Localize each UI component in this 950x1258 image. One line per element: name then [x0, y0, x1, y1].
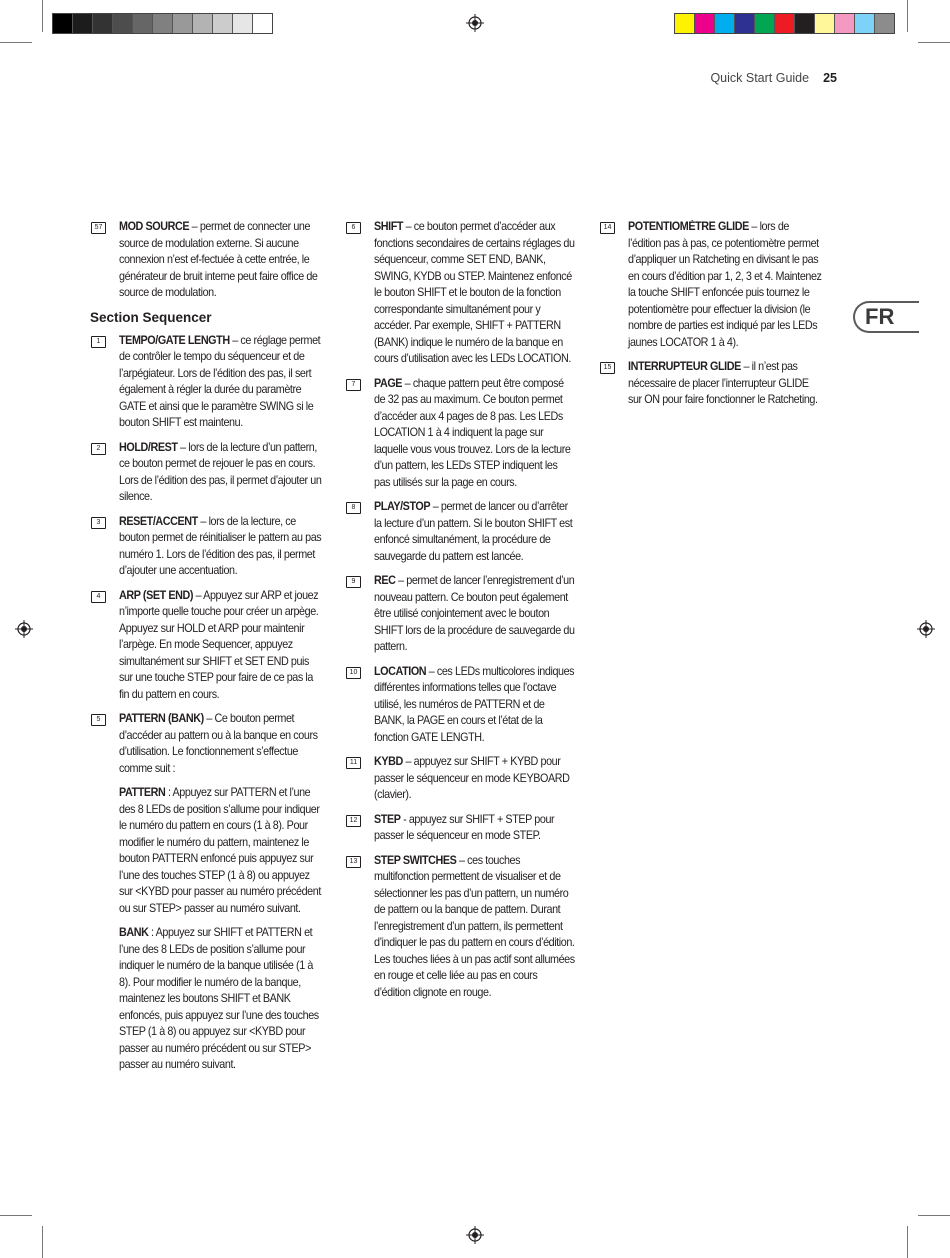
page-header	[710, 71, 837, 85]
sub-title: BANK	[119, 926, 149, 939]
list-item	[345, 812, 590, 845]
color-swatch	[755, 14, 775, 33]
item-title: LOCATION	[374, 664, 427, 678]
list-item	[345, 853, 590, 1002]
item-title: PLAY/STOP	[374, 500, 431, 513]
page-number: 25	[823, 71, 837, 85]
list-item	[90, 219, 340, 302]
color-swatch	[193, 14, 213, 33]
grayscale-color-bar	[52, 13, 273, 34]
item-number-badge: 4	[91, 591, 106, 603]
list-item	[345, 499, 590, 565]
item-title: POTENTIOMÈTRE GLIDE	[628, 220, 749, 233]
item-text: – lors de la lecture d’un pattern, ce bouton permet de rejouer le pas en cours. Lors de l’édition des pas, il permet d’ajouter un silence.	[119, 440, 322, 503]
item-number-badge: 11	[346, 757, 361, 769]
color-swatch	[113, 14, 133, 33]
item-title: MOD SOURCE	[119, 220, 190, 233]
registration-mark-icon	[466, 14, 484, 32]
process-color-bar	[674, 13, 895, 34]
item-title: STEP SWITCHES	[374, 853, 457, 867]
list-item	[345, 376, 590, 492]
list-item	[90, 333, 340, 432]
list-item	[345, 219, 590, 368]
color-swatch	[253, 14, 272, 33]
bank-subsection	[90, 925, 340, 1074]
color-swatch	[815, 14, 835, 33]
item-text: – lors de la lecture, ce bouton permet de réinitialiser le pattern au pas numéro 1. Lors de l’édition des pas, il permet d’ajouter une accentuation.	[119, 514, 322, 577]
list-item	[345, 573, 590, 656]
color-swatch	[695, 14, 715, 33]
color-swatch	[53, 14, 73, 33]
item-number-badge: 2	[91, 443, 106, 455]
list-item	[90, 711, 340, 777]
item-text: – permet de connecter une source de modulation externe. Si aucune connexion n’est ef-fectuée à cette entrée, le générateur de bruit interne peut faire office de source de modulation.	[119, 220, 318, 299]
item-number-badge: 1	[91, 336, 106, 348]
sub-title: PATTERN	[119, 786, 166, 799]
color-swatch	[233, 14, 253, 33]
item-text: – il n’est pas nécessaire de placer l’interrupteur GLIDE sur ON pour faire fonctionner le Ratcheting.	[628, 360, 818, 406]
item-number-badge: 9	[346, 576, 361, 588]
color-swatch	[775, 14, 795, 33]
item-number-badge: 14	[600, 222, 615, 234]
guide-title: Quick Start Guide	[710, 71, 810, 85]
item-number-badge: 8	[346, 502, 361, 514]
item-text: – appuyez sur SHIFT + KYBD pour passer le séquenceur en mode KEYBOARD (clavier).	[374, 755, 570, 801]
list-item	[599, 359, 839, 409]
sub-text: : Appuyez sur PATTERN et l’une des 8 LEDs de position s’allume pour indiquer le numéro du pattern en cours (1 à 8). Pour modifier le numéro du pattern, maintenez le bouton PATTERN enfoncé puis appuyez sur l’une des touches STEP (1 à 8) ou appuyez sur <KYBD pour passer au numéro précédent ou sur STEP> passer au numéro suivant.	[119, 786, 321, 915]
item-title: INTERRUPTEUR GLIDE	[628, 360, 741, 373]
sub-text: : Appuyez sur SHIFT et PATTERN et l’une des 8 LEDs de position s’allume pour indiquer le numéro de la banque utilisée (1 à 8). Pour modifier le numéro de la banque, maintenez les boutons SHIFT et BANK enfoncés, puis appuyez sur l’une des touches STEP (1 à 8) ou appuyez sur <KYBD pour passer au numéro précédent ou sur STEP> passer au numéro suivant.	[119, 926, 319, 1071]
item-text: – ces LEDs multicolores indiques différentes informations telles que l’octave utilisé, les numéros de PATTERN et de BANK, la PAGE en cours et l’état de la fonction GATE LENGTH.	[374, 664, 575, 744]
item-text: – ces touches multifonction permettent de visualiser et de sélectionner les pas d’un pattern, un numéro de pattern ou la banque de pattern. Durant l’enregistrement d’un pattern, ils permettent d’indiquer le pas du pattern en cours d’édition. Les touches liées à un pas actif sont allumées en rouge et celle liée au pas en cours d’édition clignote en rouge.	[374, 853, 575, 999]
item-text: - appuyez sur SHIFT + STEP pour passer le séquenceur en mode STEP.	[374, 812, 555, 842]
item-number-badge: 5	[91, 714, 106, 726]
color-swatch	[735, 14, 755, 33]
column-1	[90, 219, 340, 1082]
color-swatch	[153, 14, 173, 33]
list-item	[345, 754, 590, 804]
color-swatch	[173, 14, 193, 33]
list-item	[345, 664, 590, 747]
item-text: – chaque pattern peut être composé de 32 pas au maximum. Ce bouton permet d’accéder aux 4 pages de 8 pas. Les LEDs LOCATION 1 à 4 indiquent la page sur laquelle vous vous trouvez. Lors de la lecture d’un pattern, les LEDs STEP indiquent les pas utilisés sur la page en cours.	[374, 376, 571, 489]
item-text: – ce réglage permet de contrôler le tempo du séquenceur et de l’arpégiateur. Lors de l’édition des pas, il sert également à régler la durée du paramètre GATE et ainsi que le paramètre SWING si le bouton SHIFT est maintenu.	[119, 333, 321, 429]
registration-mark-icon	[15, 620, 33, 638]
registration-mark-icon	[466, 1226, 484, 1244]
color-swatch	[133, 14, 153, 33]
item-text: – Appuyez sur ARP et jouez n’importe quelle touche pour créer un arpège. Appuyez sur HOLD et ARP pour maintenir l’arpège. En mode Sequencer, appuyez simultanément sur SHIFT et SET END puis sur une touche STEP pour faire de ce pas la fin du pattern en cours.	[119, 588, 319, 701]
color-swatch	[213, 14, 233, 33]
list-item	[90, 588, 340, 704]
item-number-badge: 10	[346, 667, 361, 679]
item-title: STEP	[374, 812, 401, 826]
color-swatch	[835, 14, 855, 33]
item-number-badge: 13	[346, 856, 361, 868]
item-number-badge: 15	[600, 362, 615, 374]
item-text: – Ce bouton permet d’accéder au pattern ou à la banque en cours d’utilisation. Le fonctionnement s’effectue comme suit :	[119, 712, 318, 775]
color-swatch	[73, 14, 93, 33]
pattern-subsection	[90, 785, 340, 917]
item-text: – permet de lancer l’enregistrement d’un nouveau pattern. Ce bouton peut également être utilisé conjointement avec le bouton SHIFT lors de la procédure de sauvegarde du pattern.	[374, 574, 575, 653]
item-title: REC	[374, 574, 396, 587]
item-title: SHIFT	[374, 220, 404, 233]
item-title: TEMPO/GATE LENGTH	[119, 333, 230, 347]
item-title: HOLD/REST	[119, 440, 178, 454]
item-title: PATTERN (BANK)	[119, 712, 204, 725]
item-number-badge: 12	[346, 815, 361, 827]
item-title: RESET/ACCENT	[119, 514, 198, 528]
item-number-badge: 3	[91, 517, 106, 529]
list-item	[599, 219, 839, 351]
color-swatch	[93, 14, 113, 33]
item-number-badge: 57	[91, 222, 106, 234]
language-tab: FR	[853, 301, 919, 333]
item-text: – permet de lancer ou d’arrêter la lecture d’un pattern. Si le bouton SHIFT est enfoncé simultanément, la procédure de sauvegarde du pattern est lancée.	[374, 500, 573, 563]
list-item	[90, 514, 340, 580]
item-title: ARP (SET END)	[119, 588, 194, 602]
color-swatch	[715, 14, 735, 33]
item-number-badge: 6	[346, 222, 361, 234]
color-swatch	[795, 14, 815, 33]
item-title: PAGE	[374, 376, 403, 390]
color-swatch	[855, 14, 875, 33]
item-title: KYBD	[374, 755, 403, 768]
item-number-badge: 7	[346, 379, 361, 391]
list-item	[90, 440, 340, 506]
item-text: – lors de l’édition pas à pas, ce potentiomètre permet d’appliquer un Ratcheting en divisant le pas en cours d’édition par 1, 2, 3 et 4. Maintenez la touche SHIFT enfoncée puis tournez le potentiomètre pour effectuer la division (le nombre de parties est indiqué par les LEDs jaunes LOCATOR 1 à 4).	[628, 220, 822, 349]
registration-mark-icon	[917, 620, 935, 638]
color-swatch	[875, 14, 894, 33]
section-heading: Section Sequencer	[90, 309, 212, 325]
column-2	[345, 219, 590, 1009]
item-text: – ce bouton permet d’accéder aux fonctions secondaires de certains réglages du séquenceur, comme SET END, BANK, SWING, KYDB ou STEP. Maintenez enfoncé le bouton SHIFT et le bouton de la fonction correspondante simultanément pour y accéder. Par exemple, SHIFT + PATTERN (BANK) indique le numéro de la banque en cours d’utilisation avec les LEDs LOCATION.	[374, 220, 575, 365]
column-3	[599, 219, 839, 417]
color-swatch	[675, 14, 695, 33]
